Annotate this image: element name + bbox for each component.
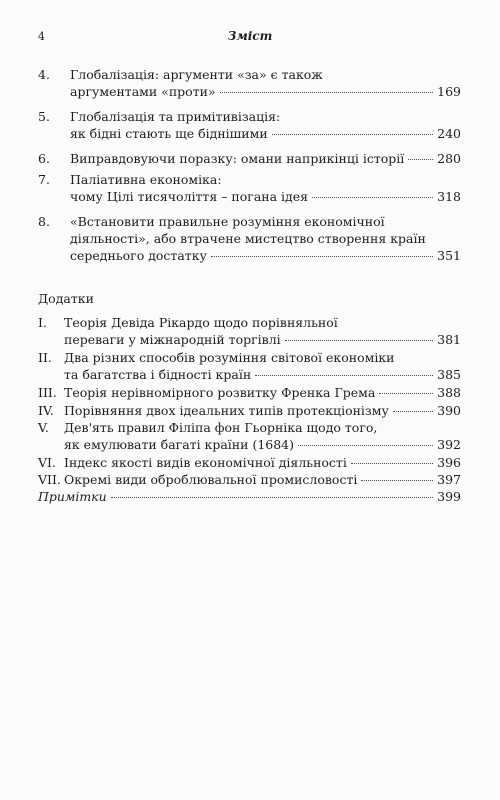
entry-page-number: 280 — [437, 151, 461, 166]
notes-label: Примітки — [38, 489, 107, 504]
entry-title-line: чому Цілі тисячоліття – погана ідея — [70, 189, 309, 204]
dot-leader — [393, 407, 433, 412]
page-number: 4 — [38, 30, 45, 43]
entry-number: 8. — [38, 214, 50, 229]
entry-page-number: 318 — [437, 189, 461, 204]
dot-leader — [351, 459, 433, 464]
running-title: Зміст — [227, 29, 273, 43]
entry-number: III. — [38, 385, 57, 400]
notes-page: 399 — [437, 489, 461, 504]
entry-page-number: 169 — [437, 84, 461, 99]
entry-page-number: 396 — [437, 455, 461, 470]
entry-page-number: 392 — [437, 437, 461, 452]
entry-title-line: як емулювати багаті країни (1684) — [64, 437, 295, 452]
entry-title-line: діяльності», або втрачене мистецтво створення країн — [70, 231, 426, 246]
entry-number: II. — [38, 350, 52, 365]
entry-number: V. — [38, 420, 49, 435]
entry-title-line: Індекс якості видів економічної діяльності — [64, 455, 347, 470]
entry-title-line: Паліативна економіка: — [70, 172, 222, 187]
entry-title-line: Порівняння двох ідеальних типів протекціонізму — [64, 403, 389, 418]
entry-number: VI. — [38, 455, 56, 470]
entry-title-line: Дев'ять правил Філіпа фон Гьорніка щодо того, — [64, 420, 378, 435]
entry-number: IV. — [38, 403, 54, 418]
dot-leader — [379, 389, 433, 394]
entry-title-line: Глобалізація та примітивізація: — [70, 109, 281, 124]
entry-page-number: 390 — [437, 403, 461, 418]
entry-title-line: Окремі види оброблювальної промисловості — [64, 472, 358, 487]
entry-title-line: аргументами «проти» — [70, 84, 216, 99]
entry-page-number: 397 — [437, 472, 461, 487]
entry-number: 7. — [38, 172, 50, 187]
entry-title-line: середнього достатку — [70, 248, 207, 263]
dot-leader — [312, 193, 433, 198]
dot-leader — [111, 493, 433, 498]
dot-leader — [361, 476, 433, 481]
entry-title-line: Теорія Девіда Рікардо щодо порівняльної — [64, 315, 338, 330]
entry-page-number: 381 — [437, 332, 461, 347]
entry-title-line: як бідні стають ще біднішими — [70, 126, 268, 141]
entry-number: 5. — [38, 109, 50, 124]
entry-number: 4. — [38, 67, 50, 82]
entry-number: 6. — [38, 151, 50, 166]
entry-page-number: 388 — [437, 385, 461, 400]
dot-leader — [408, 155, 433, 160]
entry-title-line: Два різних способів розуміння світової економіки — [64, 350, 395, 365]
entry-title-line: та багатства і бідності країн — [64, 367, 252, 382]
entry-page-number: 385 — [437, 367, 461, 382]
dot-leader — [255, 371, 433, 376]
dot-leader — [211, 252, 433, 257]
entry-number: VII. — [38, 472, 61, 487]
entry-number: I. — [38, 315, 47, 330]
entry-title-line: Глобалізація: аргументи «за» є також — [70, 67, 323, 82]
dot-leader — [220, 88, 433, 93]
dot-leader — [272, 130, 433, 135]
dot-leader — [298, 441, 433, 446]
dot-leader — [285, 336, 433, 341]
entry-title-line: «Встановити правильне розуміння економічної — [70, 214, 385, 229]
entry-page-number: 240 — [437, 126, 461, 141]
entry-page-number: 351 — [437, 248, 461, 263]
entry-title-line: Теорія нерівномірного розвитку Френка Грема — [64, 385, 376, 400]
appendices-heading: Додатки — [38, 291, 94, 306]
entry-title-line: переваги у міжнародній торгівлі — [64, 332, 281, 347]
page-header — [0, 28, 500, 48]
entry-title-line: Виправдовуючи поразку: омани наприкінці історії — [70, 151, 405, 166]
